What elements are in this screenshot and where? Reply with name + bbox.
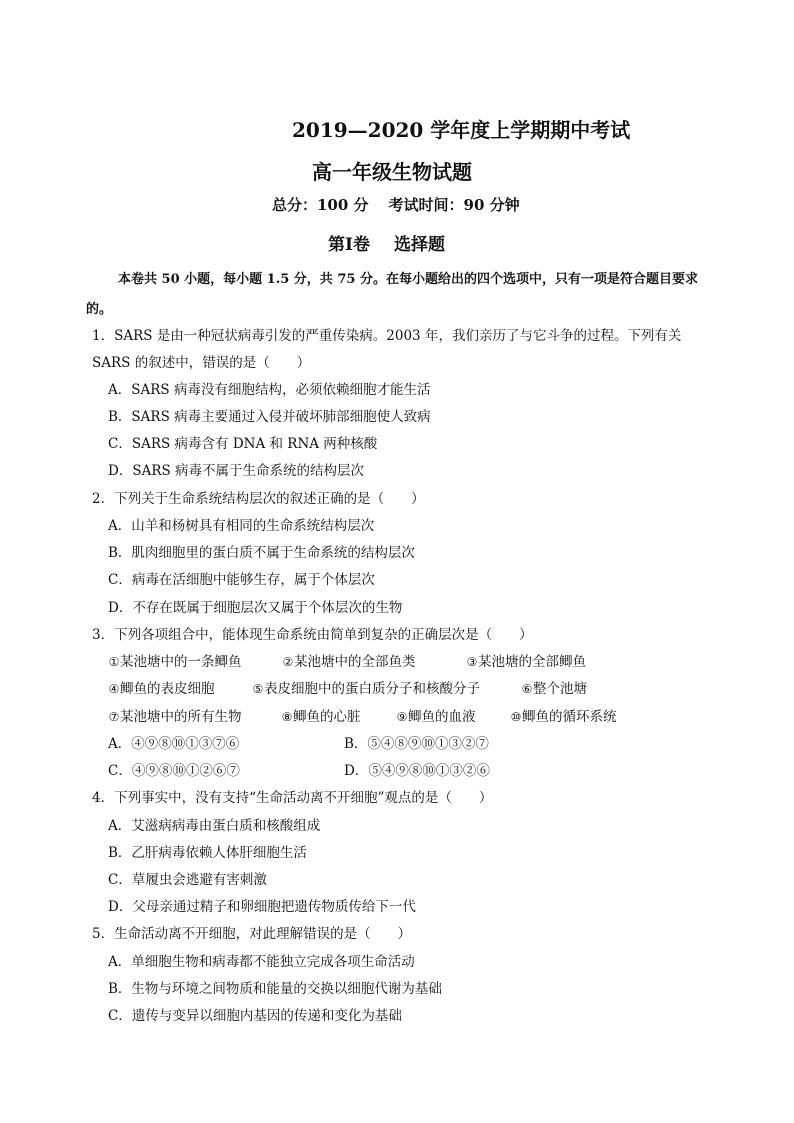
- list-item: [282, 650, 416, 670]
- option-c: C．SARS 病毒含有 DNA 和 RNA 两种核酸: [108, 436, 378, 452]
- item-text: 鲫鱼的血液: [408, 709, 476, 725]
- list-item: [466, 650, 586, 670]
- instructions: 本卷共 50 小题，每小题 1.5 分，共 75 分。在每小题给出的四个选项中，只有一项是符合题目要求的。: [86, 272, 698, 317]
- item-marker: ⑨: [396, 710, 408, 724]
- option-b: B．乙肝病毒依赖人体肝细胞生活: [108, 845, 307, 861]
- option-b: B．生物与环境之间物质和能量的交换以细胞代谢为基础: [108, 981, 442, 997]
- section-name: 第Ⅰ卷: [328, 235, 370, 255]
- question-stem: 4．下列事实中，没有支持“生命活动离不开细胞”观点的是（ ）: [92, 790, 493, 806]
- option-b: B．⑤④⑧⑨⑩①③②⑦: [344, 736, 489, 752]
- item-text: 鲫鱼的循环系统: [522, 709, 617, 725]
- question-stem: 5．生命活动离不开细胞，对此理解错误的是（ ）: [92, 926, 412, 942]
- list-item: [108, 650, 242, 670]
- item-marker: ⑦: [108, 710, 120, 724]
- question-stem: SARS 的叙述中，错误的是（ ）: [92, 355, 311, 371]
- item-marker: ⑤: [252, 682, 264, 696]
- item-marker: ③: [466, 655, 478, 669]
- exam-meta: [272, 194, 520, 215]
- option-d: D．不存在既属于细胞层次又属于个体层次的生物: [108, 600, 403, 616]
- option-a: A．山羊和杨树具有相同的生命系统结构层次: [108, 518, 375, 534]
- item-text: 某池塘中的一条鲫鱼: [120, 654, 242, 670]
- option-a: A．SARS 病毒没有细胞结构，必须依赖细胞才能生活: [108, 382, 431, 398]
- option-c: C．④⑨⑧⑩①②⑥⑦: [108, 763, 240, 779]
- question-stem: 1．SARS 是由一种冠状病毒引发的严重传染病。2003 年，我们亲历了与它斗争的过程。下列有关: [92, 328, 682, 344]
- section-heading: [328, 230, 445, 255]
- question-stem: 3．下列各项组合中，能体现生命系统由简单到复杂的正确层次是（ ）: [92, 627, 533, 643]
- option-c: C．病毒在活细胞中能够生存，属于个体层次: [108, 572, 375, 588]
- exam-time: 考试时间：90 分钟: [388, 196, 520, 214]
- list-item: [396, 705, 476, 725]
- total-score: 总分：100 分: [272, 196, 369, 214]
- item-text: 鲫鱼的表皮细胞: [120, 681, 215, 697]
- list-item: [108, 677, 215, 697]
- exam-title: 2019—2020 学年度上学期期中考试: [292, 118, 631, 142]
- item-marker: ⑩: [510, 710, 522, 724]
- list-item: [510, 705, 617, 725]
- option-b: B．肌肉细胞里的蛋白质不属于生命系统的结构层次: [108, 545, 415, 561]
- list-item: [281, 705, 361, 725]
- option-a: A．单细胞生物和病毒都不能独立完成各项生命活动: [108, 954, 415, 970]
- option-d: D．父母亲通过精子和卵细胞把遗传物质传给下一代: [108, 899, 416, 915]
- option-d: D．SARS 病毒不属于生命系统的结构层次: [108, 463, 365, 479]
- item-text: 某池塘中的全部鱼类: [294, 654, 416, 670]
- list-item: [252, 677, 480, 697]
- item-text: 整个池塘: [533, 681, 587, 697]
- list-item: [521, 677, 587, 697]
- question-stem: 2．下列关于生命系统结构层次的叙述正确的是（ ）: [92, 491, 425, 507]
- exam-subtitle: 高一年级生物试题: [312, 160, 472, 184]
- item-marker: ⑥: [521, 682, 533, 696]
- item-marker: ②: [282, 655, 294, 669]
- list-item: [108, 705, 242, 725]
- option-a: A．艾滋病病毒由蛋白质和核酸组成: [108, 818, 321, 834]
- item-text: 表皮细胞中的蛋白质分子和核酸分子: [264, 681, 480, 697]
- option-b: B．SARS 病毒主要通过入侵并破坏肺部细胞使人致病: [108, 409, 431, 425]
- item-text: 鲫鱼的心脏: [293, 709, 361, 725]
- item-marker: ④: [108, 682, 120, 696]
- item-marker: ①: [108, 655, 120, 669]
- item-text: 某池塘的全部鲫鱼: [478, 654, 586, 670]
- option-c: C．草履虫会逃避有害刺激: [108, 872, 267, 888]
- option-a: A．④⑨⑧⑩①③⑦⑥: [108, 736, 240, 752]
- option-d: D．⑤④⑨⑧⑩①③②⑥: [344, 763, 490, 779]
- section-type: 选择题: [393, 235, 445, 255]
- item-text: 某池塘中的所有生物: [120, 709, 242, 725]
- option-c: C．遗传与变异以细胞内基因的传递和变化为基础: [108, 1008, 402, 1024]
- item-marker: ⑧: [281, 710, 293, 724]
